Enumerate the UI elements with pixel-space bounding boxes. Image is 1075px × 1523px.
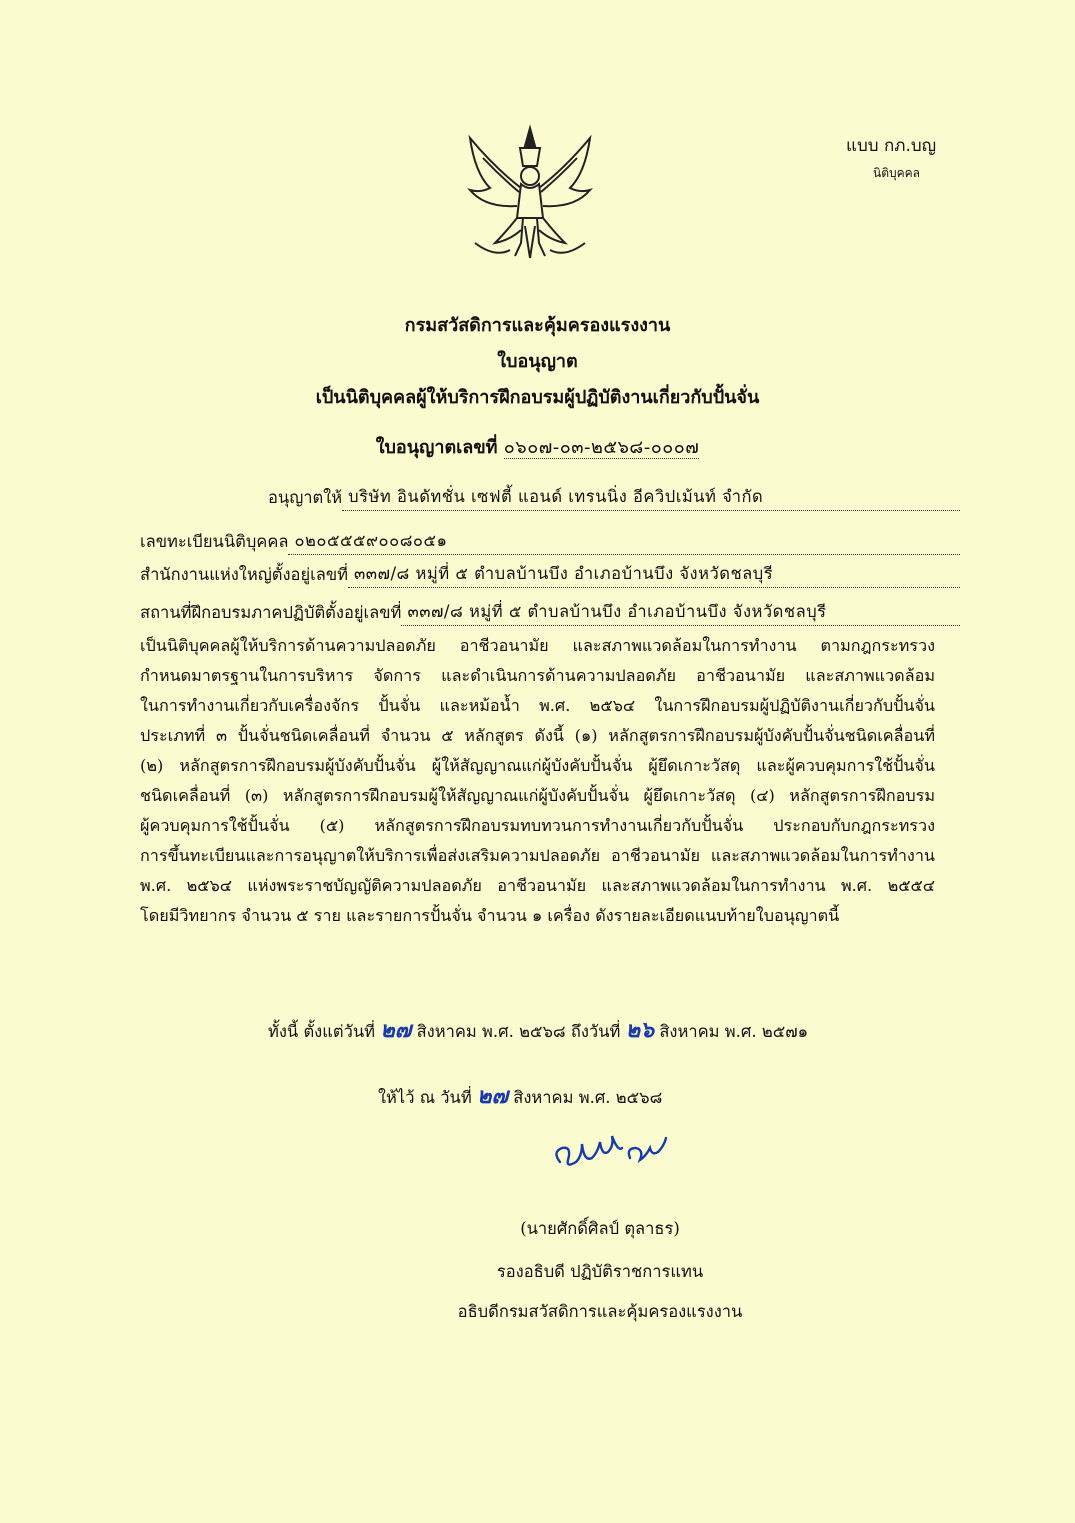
signatory-on-behalf: อธิบดีกรมสวัสดิการและคุ้มครองแรงงาน	[457, 1302, 743, 1321]
licensee-label: อนุญาตให้	[268, 488, 343, 507]
body-line: (๒) หลักสูตรการฝึกอบรมผู้บังคับปั้นจั่น ผู้ให้สัญญาณแก่ผู้บังคับปั้นจั่น ผู้ยึดเกาะวัสดุ และผู้ควบคุมการใช้ปั้นจั่น	[140, 756, 935, 775]
registration-row	[140, 528, 960, 555]
form-subtype: นิติบุคคล	[873, 166, 921, 180]
body-line: ประเภทที่ ๓ ปั้นจั่นชนิดเคลื่อนที่ จำนวน ๕ หลักสูตร ดังนี้ (๑) หลักสูตรการฝึกอบรมผู้บังคับปั้นจั่นชนิดเคลื่อนที่	[140, 726, 935, 745]
training-address-label: สถานที่ฝึกอบรมภาคปฏิบัติตั้งอยู่เลขที่	[140, 603, 402, 622]
hq-address-row	[140, 561, 960, 588]
validity-start-rest: สิงหาคม พ.ศ. ๒๕๖๘ ถึงวันที่	[416, 1022, 621, 1041]
license-number: ๐๖๐๗-๐๓-๒๕๖๘-๐๐๐๗	[503, 437, 700, 458]
validity-end-rest: สิงหาคม พ.ศ. ๒๕๗๑	[659, 1022, 809, 1041]
body-line: การขึ้นทะเบียนและการอนุญาตให้บริการเพื่อส่งเสริมความปลอดภัย อาชีวอนามัย และสภาพแวดล้อมในการทำงาน	[140, 846, 935, 865]
hq-address: ๓๓๗/๘ หมู่ที่ ๕ ตำบลบ้านบึง อำเภอบ้านบึง จังหวัดชลบุรี	[348, 561, 960, 588]
given-rest: สิงหาคม พ.ศ. ๒๕๖๘	[513, 1088, 663, 1107]
given-day: ๒๗	[476, 1084, 509, 1109]
validity-start-day: ๒๗	[380, 1018, 412, 1043]
body-line: ผู้ควบคุมการใช้ปั้นจั่น (๕) หลักสูตรการฝึกอบรมทบทวนการทำงานเกี่ยวกับปั้นจั่น ประกอบกับกฎกระทรวง	[140, 816, 935, 835]
garuda-emblem-icon	[455, 118, 605, 268]
training-address-row	[140, 599, 960, 626]
body-line: กำหนดมาตรฐานในการบริหาร จัดการ และดำเนินการด้านความปลอดภัย อาชีวอนามัย และสภาพแวดล้อม	[140, 666, 935, 685]
signature-icon	[548, 1122, 678, 1182]
hq-address-label: สำนักงานแห่งใหญ่ตั้งอยู่เลขที่	[140, 565, 349, 584]
signatory-name: (นายศักดิ์ศิลป์ ตุลาธร)	[520, 1219, 680, 1238]
validity-end-day: ๒๖	[625, 1018, 655, 1043]
license-subtitle: เป็นนิติบุคคลผู้ให้บริการฝึกอบรมผู้ปฏิบัติงานเกี่ยวกับปั้นจั่น	[315, 387, 760, 408]
body-line: โดยมีวิทยากร จำนวน ๕ ราย และรายการปั้นจั่น จำนวน ๑ เครื่อง ดังรายละเอียดแนบท้ายใบอนุญาตนี้	[140, 906, 840, 925]
body-line: ชนิดเคลื่อนที่ (๓) หลักสูตรการฝึกอบรมผู้ให้สัญญาณแก่ผู้บังคับปั้นจั่น ผู้ยึดเกาะวัสดุ (๔) หลักสูตรการฝึกอบรม	[140, 786, 935, 805]
training-address: ๓๓๗/๘ หมู่ที่ ๕ ตำบลบ้านบึง อำเภอบ้านบึง จังหวัดชลบุรี	[401, 599, 960, 626]
body-line: เป็นนิติบุคคลผู้ให้บริการด้านความปลอดภัย อาชีวอนามัย และสภาพแวดล้อมในการทำงาน ตามกฎกระทรวง	[140, 636, 935, 655]
body-line: พ.ศ. ๒๕๖๔ แห่งพระราชบัญญัติความปลอดภัย อาชีวอนามัย และสภาพแวดล้อมในการทำงาน พ.ศ. ๒๕๕๔	[140, 876, 935, 895]
license-body	[140, 631, 935, 931]
validity-prefix: ทั้งนี้ ตั้งแต่วันที่	[268, 1022, 376, 1041]
form-code: แบบ กภ.บญ	[846, 136, 937, 156]
department-name: กรมสวัสดิการและคุ้มครองแรงงาน	[404, 315, 671, 336]
licensee-row	[268, 484, 960, 511]
given-date-line	[378, 1078, 662, 1113]
license-number-line	[0, 432, 1075, 461]
license-title: ใบอนุญาต	[497, 351, 578, 372]
body-line: ในการทำงานเกี่ยวกับเครื่องจักร ปั้นจั่น และหม้อน้ำ พ.ศ. ๒๕๖๔ ในการฝึกอบรมผู้ปฏิบัติงานเกี่ยวกับปั้นจั่น	[140, 696, 935, 715]
signatory-position: รองอธิบดี ปฏิบัติราชการแทน	[496, 1262, 704, 1281]
license-number-label: ใบอนุญาตเลขที่	[375, 437, 498, 458]
registration-label: เลขทะเบียนนิติบุคคล	[140, 532, 289, 551]
licensee-name: บริษัท อินดัทชั่น เซฟตี้ แอนด์ เทรนนิ่ง อีควิปเม้นท์ จำกัด	[342, 484, 960, 511]
validity-line	[268, 1012, 808, 1047]
given-prefix: ให้ไว้ ณ วันที่	[378, 1088, 472, 1107]
registration-number: ๐๒๐๕๕๕๙๐๐๘๐๕๑	[288, 528, 960, 555]
